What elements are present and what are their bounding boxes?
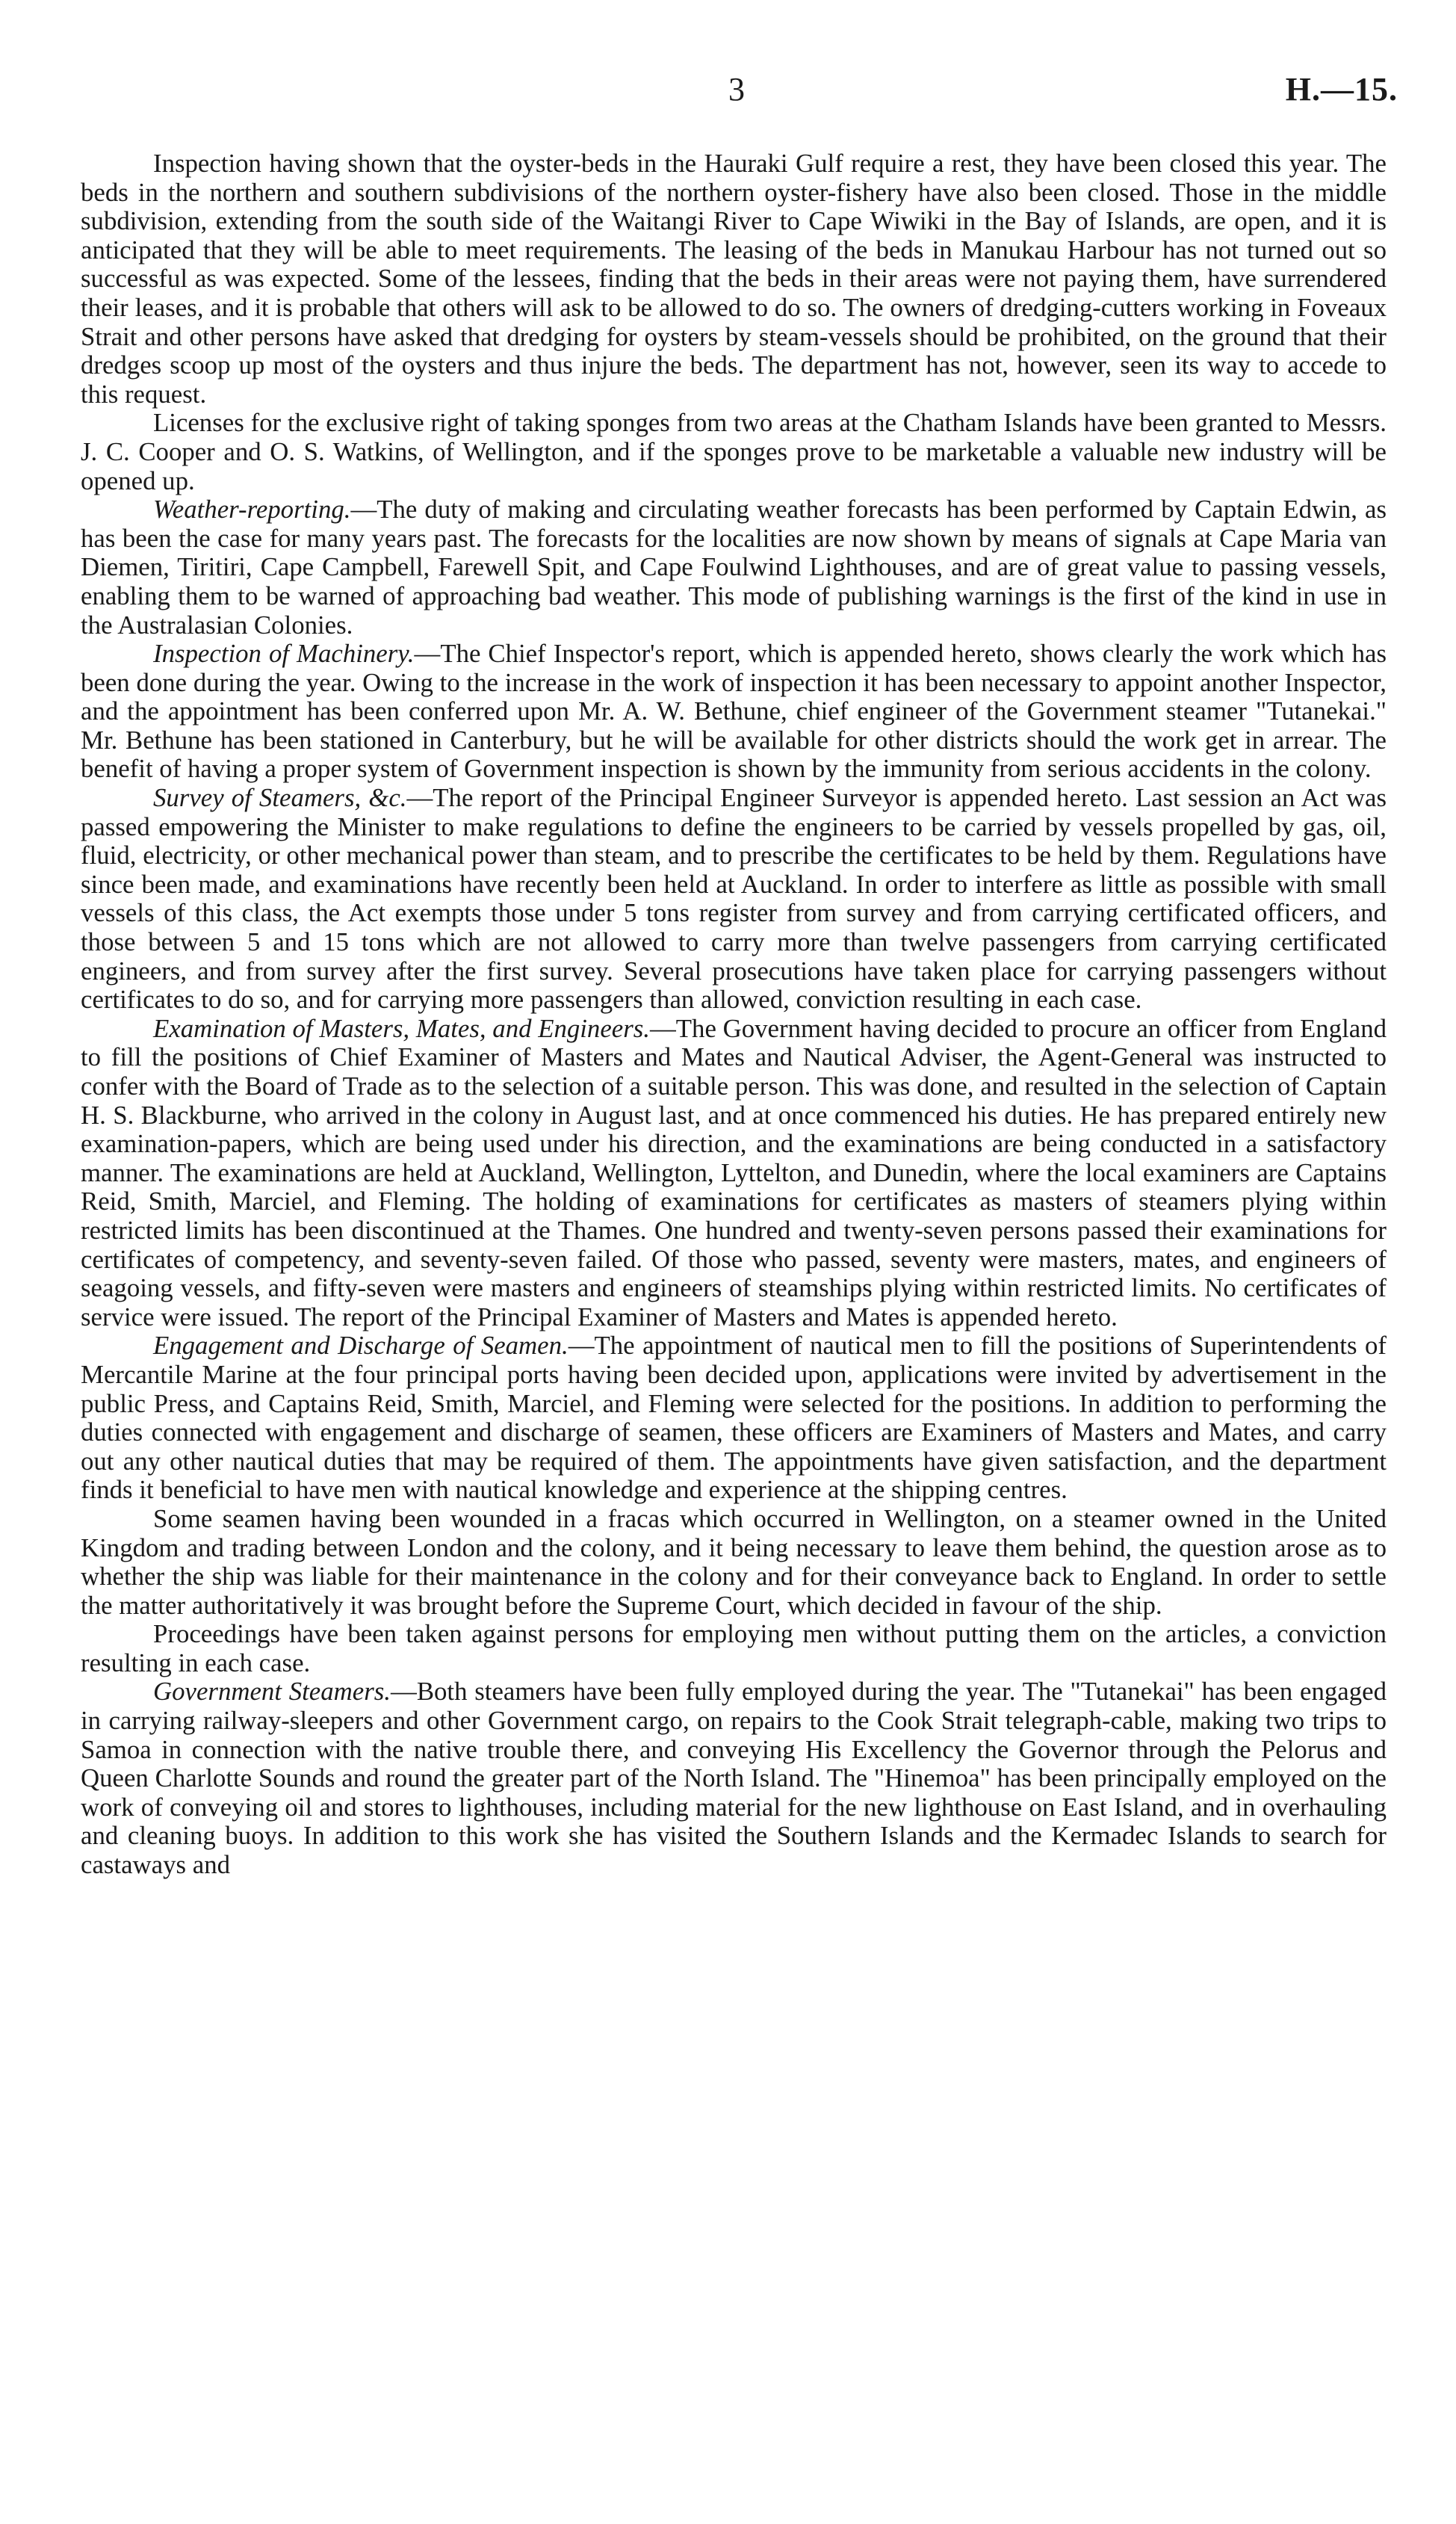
paragraph-seamen-fracas bbox=[81, 1505, 1387, 1620]
paragraph-survey-steamers bbox=[81, 784, 1387, 1015]
paragraph-weather-reporting bbox=[81, 495, 1387, 640]
paragraph-text: Some seamen having been wounded in a fracas which occurred in Wellington, on a steamer owned in the United Kingdom and trading between London and the colony, and it being necessary to leave them behind, the question arose as to whether the ship was liable for their maintenance in the colony and for their conveyance back to England. In order to settle the matter authoritatively it was brought before the Supreme Court, which decided in favour of the ship. bbox=[81, 1503, 1387, 1620]
section-heading: Government Steamers. bbox=[153, 1677, 391, 1707]
paragraph-text: —The Government having decided to procure an officer from England to fill the positions of Chief Examiner of Masters and Mates and Nautical Adviser, the Agent-General was instructed to confer with the Board of Trade as to the selection of a suitable person. This was done, and resulted in the selection of Captain H. S. Blackburne, who arrived in the colony in August last, and at once commenced his duties. He has prepared entirely new examination-papers, which are being used under his direction, and the examinations are being conducted in a satisfactory manner. The examinations are held at Auckland, Wellington, Lyttelton, and Dunedin, where the local examiners are Captains Reid, Smith, Marciel, and Fleming. The holding of examinations for certificates as masters of steamers plying within restricted limits has been discontinued at the Thames. One hundred and twenty-seven persons passed their examinations for certificates of competency, and seventy-seven failed. Of those who passed, seventy were masters, mates, and engineers of seagoing vessels, and fifty-seven were masters and engineers of steamships plying within restricted limits. No certificates of service were issued. The report of the Principal Examiner of Masters and Mates is appended hereto. bbox=[81, 1013, 1387, 1331]
paragraph-government-steamers bbox=[81, 1677, 1387, 1879]
document-reference: H.—15. bbox=[1285, 71, 1398, 108]
section-heading: Examination of Masters, Mates, and Engineers. bbox=[153, 1013, 650, 1043]
page-number: 3 bbox=[728, 71, 745, 108]
paragraph-text: —The appointment of nautical men to fill the positions of Superintendents of Mercantile Marine at the four principal ports having been decided upon, applications were invited by advertisement in the public Press, and Captains Reid, Smith, Marciel, and Fleming were selected for the positions. In addition to performing the duties connected with engagement and discharge of seamen, these officers are Examiners of Masters and Mates, and carry out any other nautical duties that may be required of them. The appointments have given satisfaction, and the department finds it beneficial to have men with nautical knowledge and experience at the shipping centres. bbox=[81, 1331, 1387, 1505]
paragraph-text: Inspection having shown that the oyster-beds in the Hauraki Gulf require a rest, they have been closed this year. The beds in the northern and southern subdivisions of the northern oyster-fishery have also been closed. Those in the middle subdivision, extending from the south side of the Waitangi River to Cape Wiwiki in the Bay of Islands, are open, and it is anticipated that they will be able to meet requirements. The leasing of the beds in Manukau Harbour has not turned out so successful as was expected. Some of the lessees, finding that the beds in their areas were not paying them, have surrendered their leases, and it is probable that others will ask to be allowed to do so. The owners of dredging-cutters working in Foveaux Strait and other persons have asked that dredging for oysters by steam-vessels should be prohibited, on the ground that their dredges scoop up most of the oysters and thus injure the beds. The department has not, however, seen its way to accede to this request. bbox=[81, 149, 1387, 409]
paragraph-inspection-machinery bbox=[81, 640, 1387, 784]
section-heading: Survey of Steamers, &c. bbox=[153, 783, 407, 813]
paragraph-text: —Both steamers have been fully employed during the year. The "Tutanekai" has been engaged in carrying railway-sleepers and other Government cargo, on repairs to the Cook Strait telegraph-cable, making two trips to Samoa in connection with the native trouble there, and conveying His Excellency the Governor through the Pelorus and Queen Charlotte Sounds and round the greater part of the North Island. The "Hinemoa" has been principally employed on the work of conveying oil and stores to lighthouses, including material for the new lighthouse on East Island, and in overhauling and cleaning buoys. In addition to this work she has visited the Southern Islands and the Kermadec Islands to search for castaways and bbox=[81, 1677, 1387, 1880]
paragraph-text: Licenses for the exclusive right of taking sponges from two areas at the Chatham Islands have been granted to Messrs. J. C. Cooper and O. S. Watkins, of Wellington, and if the sponges prove to be marketable a valuable new industry will be opened up. bbox=[81, 408, 1387, 495]
paragraph-proceedings bbox=[81, 1620, 1387, 1677]
paragraph-text: —The report of the Principal Engineer Surveyor is appended hereto. Last session an Act was passed empowering the Minister to make regulations to define the engineers to be carried by vessels propelled by gas, oil, fluid, electricity, or other mechanical power than steam, and to prescribe the certificates to be held by them. Regulations have since been made, and examinations have recently been held at Auckland. In order to interfere as little as possible with small vessels of this class, the Act exempts those under 5 tons register from survey and from carrying certificated officers, and those between 5 and 15 tons which are not allowed to carry more than twelve passengers from carrying certificated engineers, and from survey after the first survey. Several prosecutions have taken place for carrying passengers without certificates to do so, and for carrying more passengers than allowed, conviction resulting in each case. bbox=[81, 783, 1387, 1015]
paragraph-text: —The duty of making and circulating weather forecasts has been performed by Captain Edwin, as has been the case for many years past. The forecasts for the localities are now shown by means of signals at Cape Maria van Diemen, Tiritiri, Cape Campbell, Farewell Spit, and Cape Foulwind Lighthouses, and are of great value to passing vessels, enabling them to be warned of approaching bad weather. This mode of publishing warnings is the first of the kind in use in the Australasian Colonies. bbox=[81, 495, 1387, 640]
section-heading: Engagement and Discharge of Seamen. bbox=[153, 1331, 569, 1361]
paragraph-oyster-beds bbox=[81, 149, 1387, 409]
section-heading: Inspection of Machinery. bbox=[153, 639, 415, 669]
section-heading: Weather-reporting. bbox=[153, 495, 351, 525]
body-text bbox=[81, 149, 1387, 1880]
paragraph-sponge-licenses bbox=[81, 409, 1387, 495]
paragraph-text: Proceedings have been taken against persons for employing men without putting them on the articles, a conviction resulting in each case. bbox=[81, 1619, 1387, 1677]
paragraph-engagement-seamen bbox=[81, 1331, 1387, 1505]
paragraph-text: —The Chief Inspector's report, which is appended hereto, shows clearly the work which has been done during the year. Owing to the increase in the work of inspection it has been necessary to appoint another Inspector, and the appointment has been conferred upon Mr. A. W. Bethune, chief engineer of the Government steamer "Tutanekai." Mr. Bethune has been stationed in Canterbury, but he will be available for other districts should the work get in arrear. The benefit of having a proper system of Government inspection is shown by the immunity from serious accidents in the colony. bbox=[81, 639, 1387, 784]
paragraph-examination-masters bbox=[81, 1015, 1387, 1332]
